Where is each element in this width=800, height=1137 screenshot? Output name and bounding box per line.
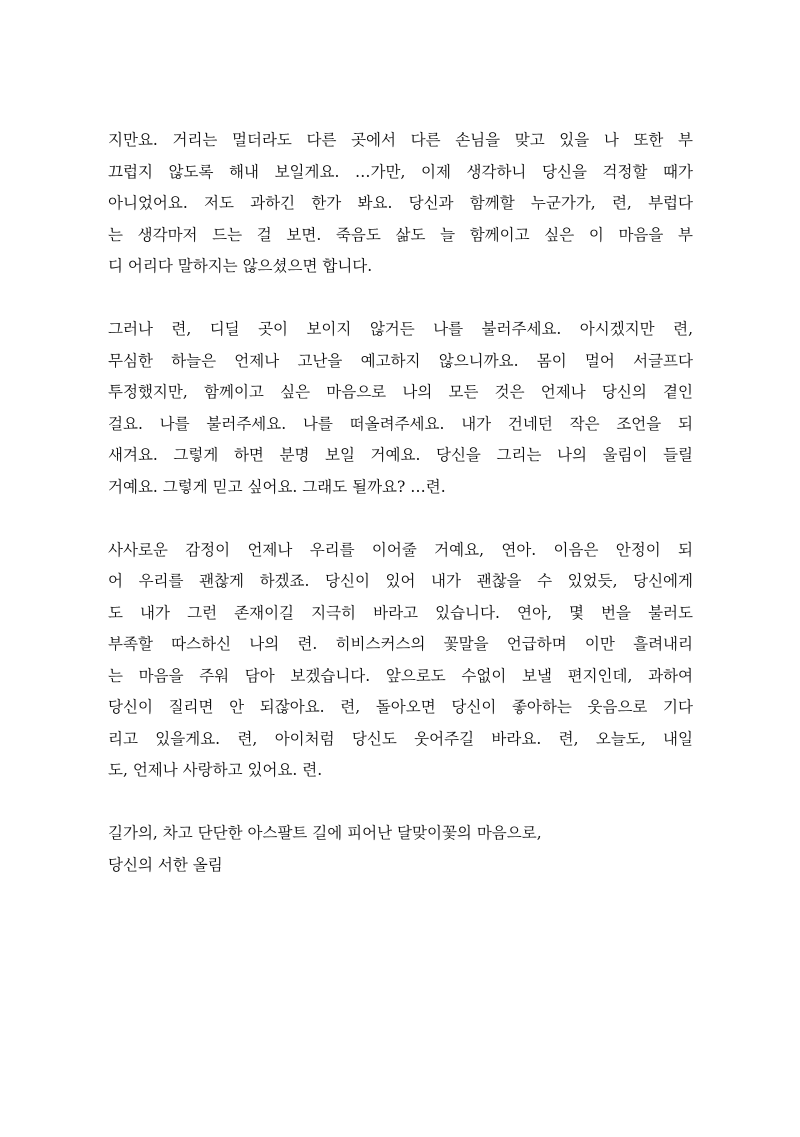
text-line: 아니었어요. 저도 과하긴 한가 봐요. 당신과 함께할 누군가가, 련, 부럽다 [108, 194, 693, 212]
text-line: 무심한 하늘은 언제나 고난을 예고하지 않으니까요. 몸이 멀어 서글프다 [108, 351, 693, 370]
signature-line: 당신의 서한 올림 [108, 855, 223, 874]
text-line: 걸요. 나를 불러주세요. 나를 떠올려주세요. 내가 건네던 작은 조언을 되 [108, 414, 693, 433]
paragraph-gap [108, 283, 693, 315]
paragraph-3 [108, 535, 693, 787]
text-line: 도 내가 그런 존재이길 지극히 바라고 있습니다. 연아, 몇 번을 불러도 [108, 603, 693, 622]
text-line: 당신이 질리면 안 되잖아요. 련, 돌아오면 당신이 좋아하는 웃음으로 기다 [108, 698, 693, 716]
text-line: 부족할 따스하신 나의 련. 히비스커스의 꽃말을 언급하며 이만 흘려내리 [108, 635, 693, 653]
text-line: 디 어리다 말하지는 않으셨으면 합니다. [108, 257, 373, 275]
signature-block [108, 818, 693, 881]
text-line: 리고 있을게요. 련, 아이처럼 당신도 웃어주길 바라요. 련, 오늘도, 내일 [108, 729, 693, 748]
text-line: 지만요. 거리는 멀더라도 다른 곳에서 다른 손님을 맞고 있을 나 또한 부 [108, 131, 693, 149]
text-line: 새겨요. 그렇게 하면 분명 보일 거예요. 당신을 그리는 나의 울림이 들릴 [108, 446, 693, 464]
text-line: 투정했지만, 함께이고 싶은 마음으로 나의 모든 것은 언제나 당신의 곁인 [108, 383, 693, 401]
text-line: 는 마음을 주워 담아 보겠습니다. 앞으로도 수없이 보낼 편지인데, 과하여 [108, 666, 693, 685]
text-line: 사사로운 감정이 언제나 우리를 이어줄 거예요, 연아. 이음은 안정이 되 [108, 540, 693, 559]
paragraph-gap [108, 503, 693, 535]
text-line: 거예요. 그렇게 믿고 싶어요. 그래도 될까요? …련. [108, 477, 446, 496]
closing-line: 길가의, 차고 단단한 아스팔트 길에 피어난 달맞이꽃의 마음으로, [108, 824, 542, 842]
text-line: 도, 언제나 사랑하고 있어요. 련. [108, 761, 323, 779]
text-line: 어 우리를 괜찮게 하겠죠. 당신이 있어 내가 괜찮을 수 있었듯, 당신에게 [108, 572, 693, 590]
letter-body [108, 125, 693, 881]
paragraph-1 [108, 125, 693, 283]
text-line: 는 생각마저 드는 걸 보면. 죽음도 삶도 늘 함께이고 싶은 이 마음을 부 [108, 225, 693, 244]
paragraph-2 [108, 314, 693, 503]
text-line: 끄럽지 않도록 해내 보일게요. …가만, 이제 생각하니 당신을 걱정할 때가 [108, 162, 693, 181]
paragraph-gap [108, 787, 693, 819]
text-line: 그러나 련, 디딜 곳이 보이지 않거든 나를 불러주세요. 아시겠지만 련, [108, 320, 693, 338]
